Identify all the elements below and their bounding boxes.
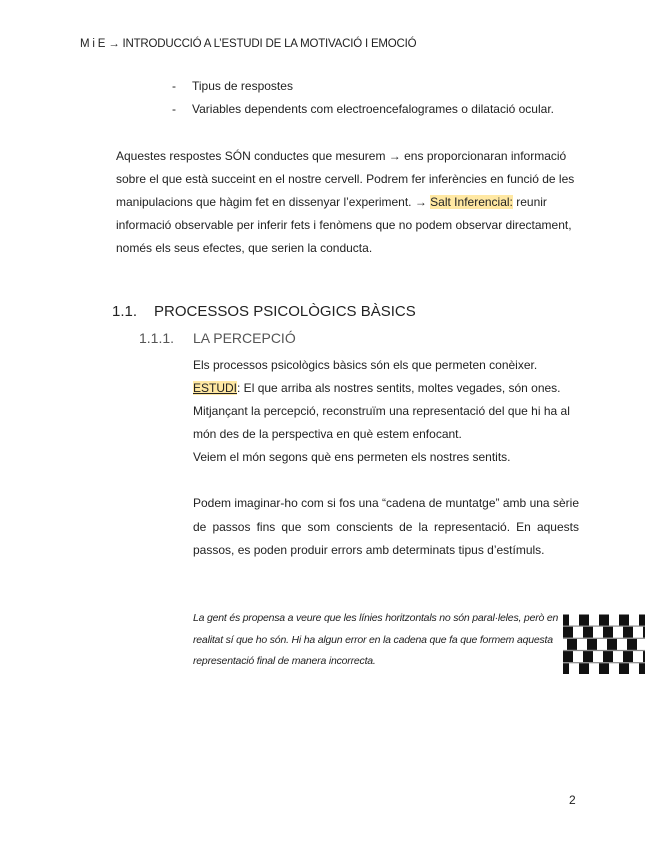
illusion-caption: La gent és propensa a veure que les línies horitzontals no són paral·leles, però en realitat sí que ho són. Hi ha algun error en la cadena que fa que formem aquesta representació final de manera incorrecta.: [193, 612, 559, 667]
estudi-text: : El que arriba als nostres sentits, moltes vegades, són ones. Mitjançant la percepció, reconstruïm una representació del que hi ha al món des de la perspectiva en què estem enfocant.: [193, 381, 570, 441]
list-item: [172, 99, 554, 122]
highlighted-term: Salt Inferencial:: [430, 195, 513, 209]
section-heading: [112, 303, 416, 320]
subsection-number: 1.1.1.: [139, 330, 175, 346]
list-item-text: Variables dependents com electroencefalogrames o dilatació ocular.: [192, 102, 554, 116]
section-number: 1.1.: [112, 303, 138, 320]
assembly-line-paragraph: Podem imaginar-ho com si fos una “cadena de muntatge” amb una sèrie de passos fins que som conscients de la representació. En aquests passos, es poden produir errors amb determinats tipus d’estímuls.: [193, 496, 579, 557]
paragraph-text: Aquestes respostes SÓN conductes que mesurem → ens proporcionaran informació sobre el que està succeint en el nostre cervell. Podrem fer inferències en funció de les manipulacions que hàgim fet en dissenyar l’experiment. →: [116, 149, 575, 209]
estudi-label: ESTUDI: [193, 381, 238, 395]
subsection-heading: [139, 330, 296, 346]
bullet-list: [172, 76, 554, 122]
body-line: [193, 377, 579, 446]
list-item: [172, 76, 554, 99]
bullet-dash: -: [172, 102, 176, 116]
cafe-wall-illusion-image: [563, 614, 645, 674]
bullet-dash: -: [172, 79, 176, 93]
section-title: PROCESSOS PSICOLÒGICS BÀSICS: [154, 303, 416, 320]
page-header: M i E → INTRODUCCIÓ A L’ESTUDI DE LA MOTIVACIÓ I EMOCIÓ: [80, 38, 417, 50]
perception-text: [193, 354, 579, 469]
paragraph-text: reunir informació observable per inferir fets i fenòmens que no podem observar directament, només els seus efectes, que serien la conducta.: [116, 195, 572, 255]
list-item-text: Tipus de respostes: [192, 79, 293, 93]
subsection-title: LA PERCEPCIÓ: [193, 330, 296, 346]
page-number: 2: [569, 793, 576, 807]
body-line: Els processos psicològics bàsics són els que permeten conèixer.: [193, 358, 538, 372]
inference-paragraph: [116, 145, 579, 260]
body-line: Veiem el món segons què ens permeten els nostres sentits.: [193, 450, 511, 464]
